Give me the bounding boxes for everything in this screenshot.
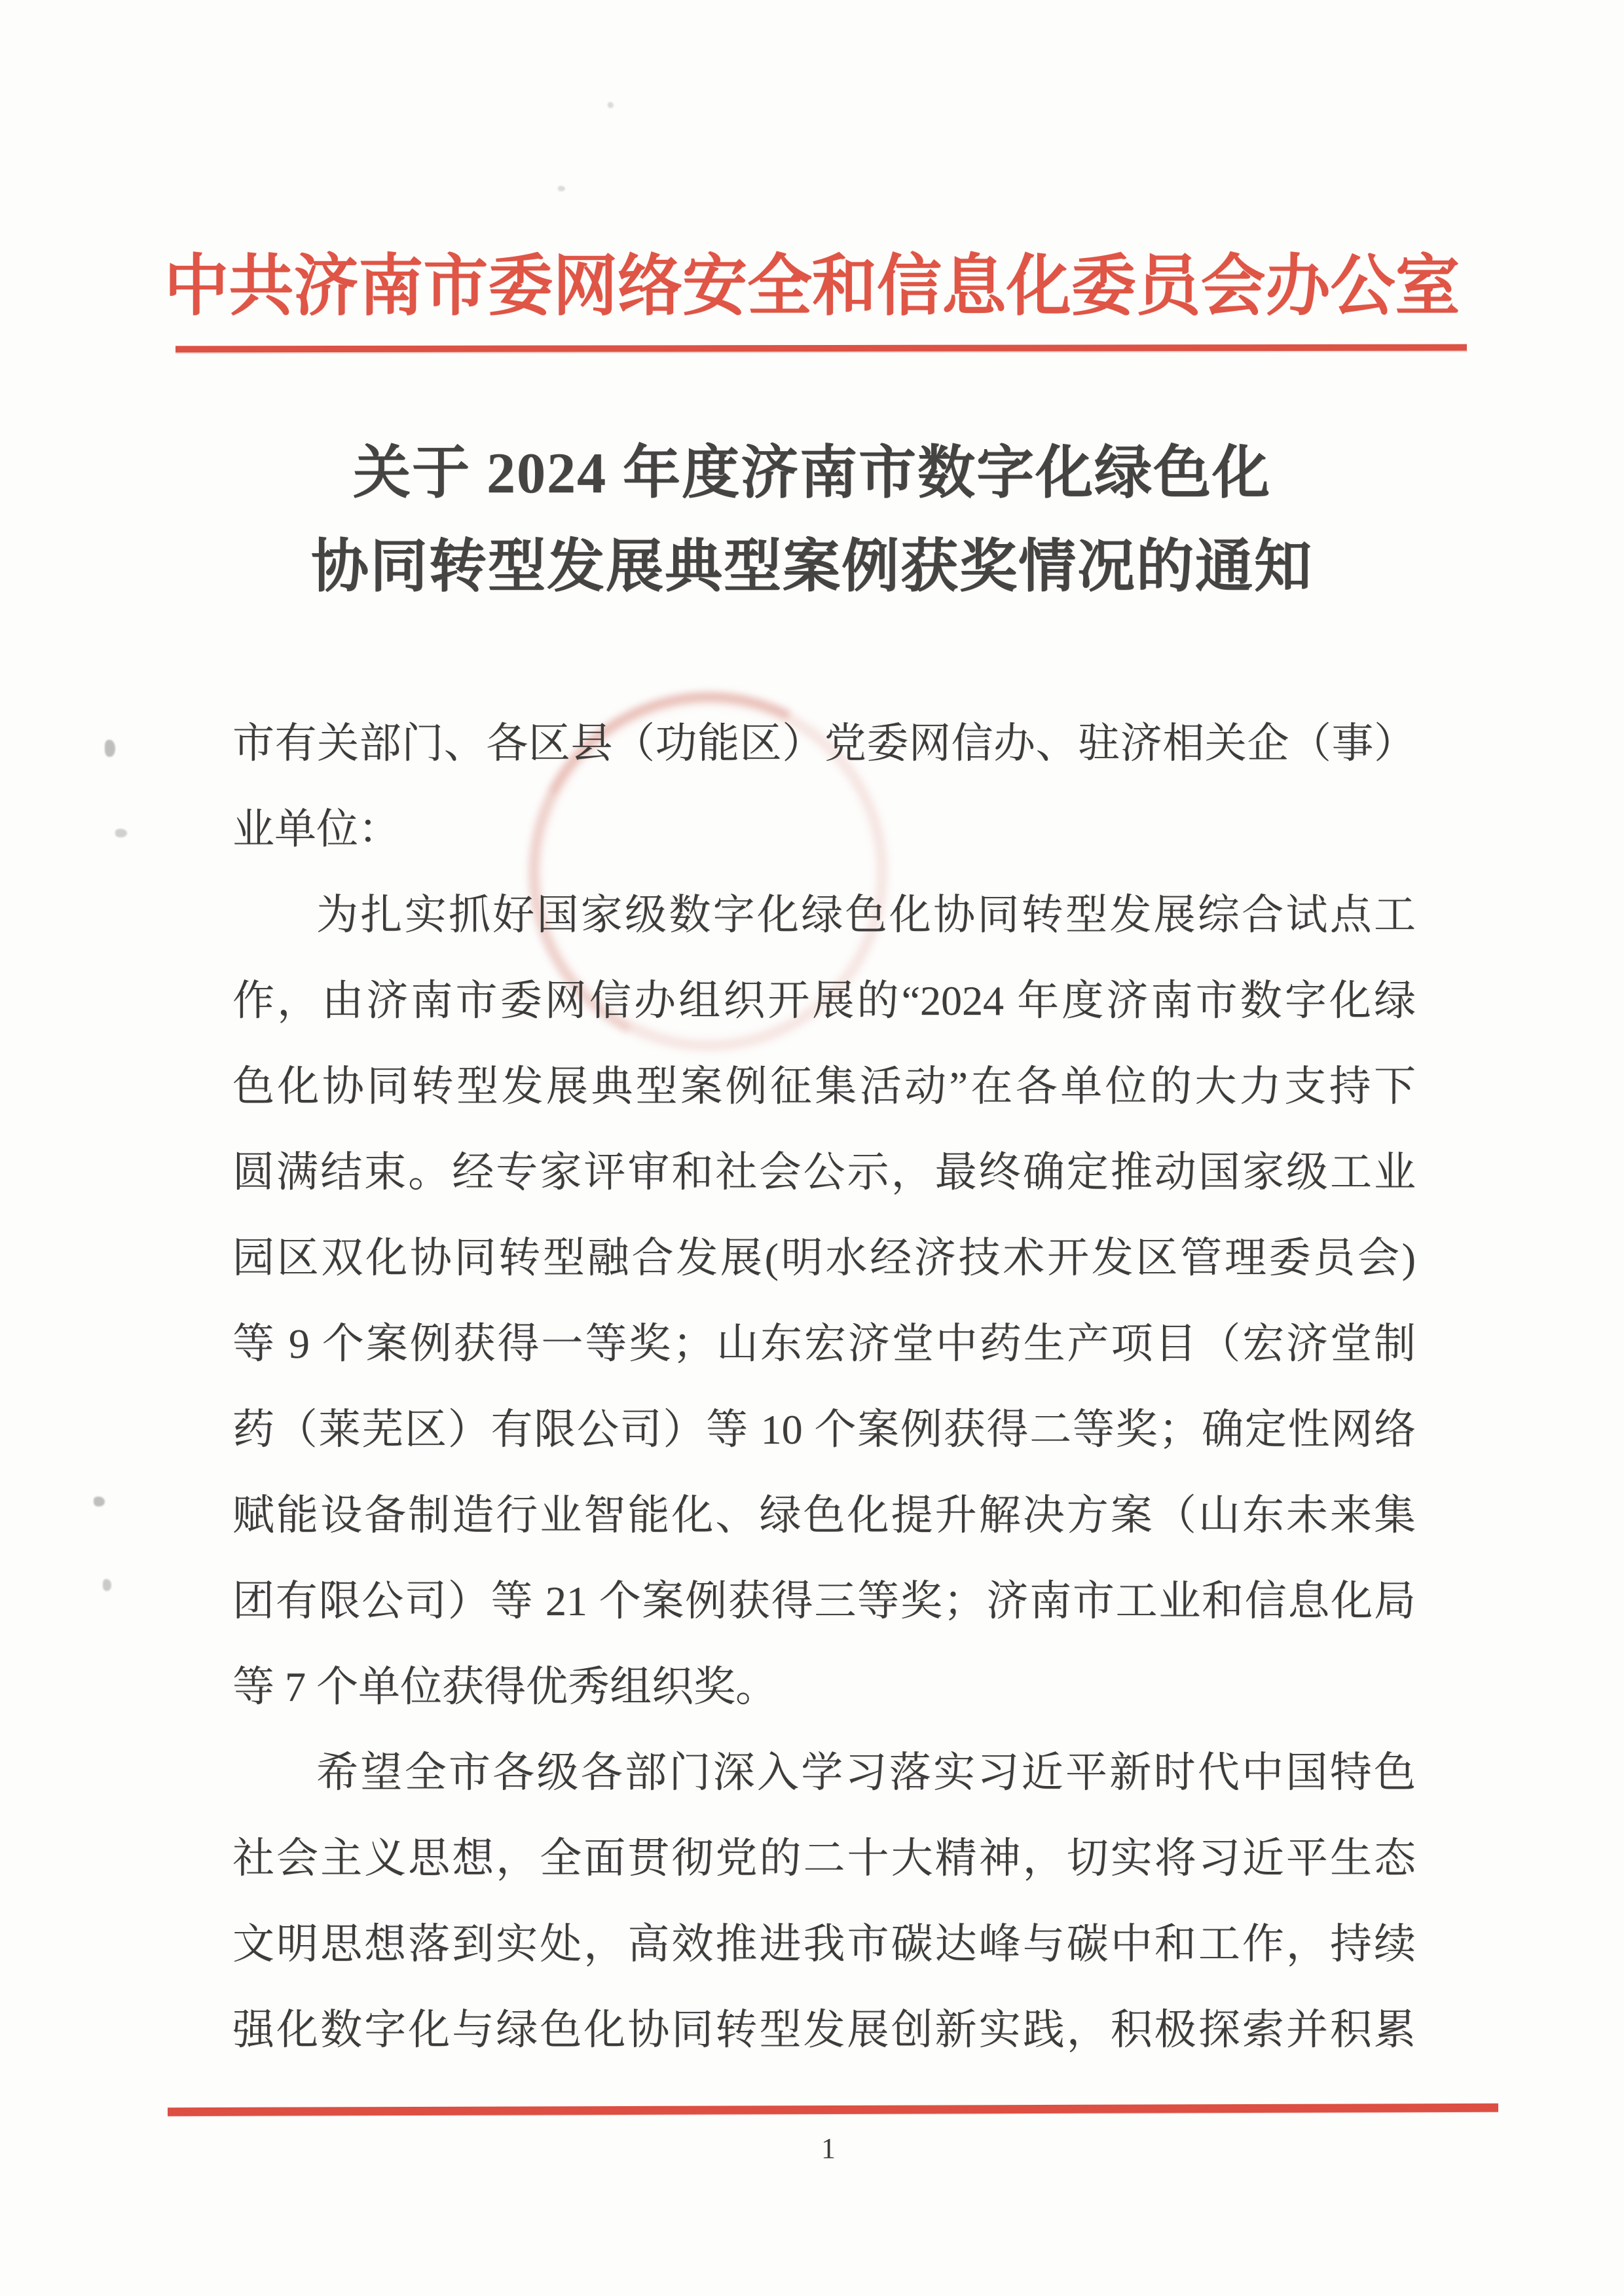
body-line: 色化协同转型发展典型案例征集活动”在各单位的大力支持下 bbox=[232, 1063, 1416, 1110]
page-number: 1 bbox=[821, 2132, 836, 2164]
body-line: 赋能设备制造行业智能化、绿色化提升解决方案（山东未来集 bbox=[232, 1492, 1416, 1539]
body-line: 为扎实抓好国家级数字化绿色化协同转型发展综合试点工 bbox=[316, 892, 1416, 938]
document-title bbox=[0, 427, 1624, 614]
scan-smudge bbox=[105, 740, 115, 757]
body-line: 文明思想落到实处，高效推进我市碳达峰与碳中和工作，持续 bbox=[232, 1921, 1416, 1967]
body-lines bbox=[232, 701, 1416, 2073]
body-line: 强化数字化与绿色化协同转型发展创新实践，积极探索并积累 bbox=[232, 2007, 1416, 2053]
scan-smudge bbox=[608, 102, 614, 108]
scan-smudge bbox=[115, 829, 127, 837]
body-line: 等 7 个单位获得优秀组织奖。 bbox=[232, 1664, 777, 1710]
body-line: 社会主义思想，全面贯彻党的二十大精神，切实将习近平生态 bbox=[232, 1835, 1416, 1882]
body-line: 药（莱芜区）有限公司）等 10 个案例获得二等奖；确定性网络 bbox=[232, 1406, 1416, 1453]
scan-smudge bbox=[103, 1579, 111, 1591]
body-line: 业单位： bbox=[232, 806, 400, 852]
body-line: 团有限公司）等 21 个案例获得三等奖；济南市工业和信息化局 bbox=[232, 1578, 1416, 1624]
body-line: 市有关部门、各区县（功能区）党委网信办、驻济相关企（事） bbox=[232, 720, 1416, 767]
scan-smudge bbox=[94, 1497, 105, 1506]
body-line: 等 9 个案例获得一等奖；山东宏济堂中药生产项目（宏济堂制 bbox=[232, 1321, 1416, 1367]
scan-smudge bbox=[558, 186, 565, 191]
footer-red-rule bbox=[168, 2104, 1498, 2116]
body-line: 圆满结束。经专家评审和社会公示，最终确定推动国家级工业 bbox=[232, 1149, 1416, 1195]
body-line: 园区双化协同转型融合发展(明水经济技术开发区管理委员会) bbox=[232, 1235, 1416, 1281]
document-title-line1: 关于 2024 年度济南市数字化绿色化 bbox=[352, 442, 1271, 505]
letterhead-org-name: 中共济南市委网络安全和信息化委员会办公室 bbox=[164, 250, 1460, 324]
body-line: 希望全市各级各部门深入学习落实习近平新时代中国特色 bbox=[316, 1749, 1416, 1796]
body-line: 作，由济南市委网信办组织开展的“2024 年度济南市数字化绿 bbox=[232, 977, 1416, 1024]
letterhead-red-rule bbox=[175, 344, 1467, 353]
document-title-line2: 协同转型发展典型案例获奖情况的通知 bbox=[310, 536, 1313, 599]
